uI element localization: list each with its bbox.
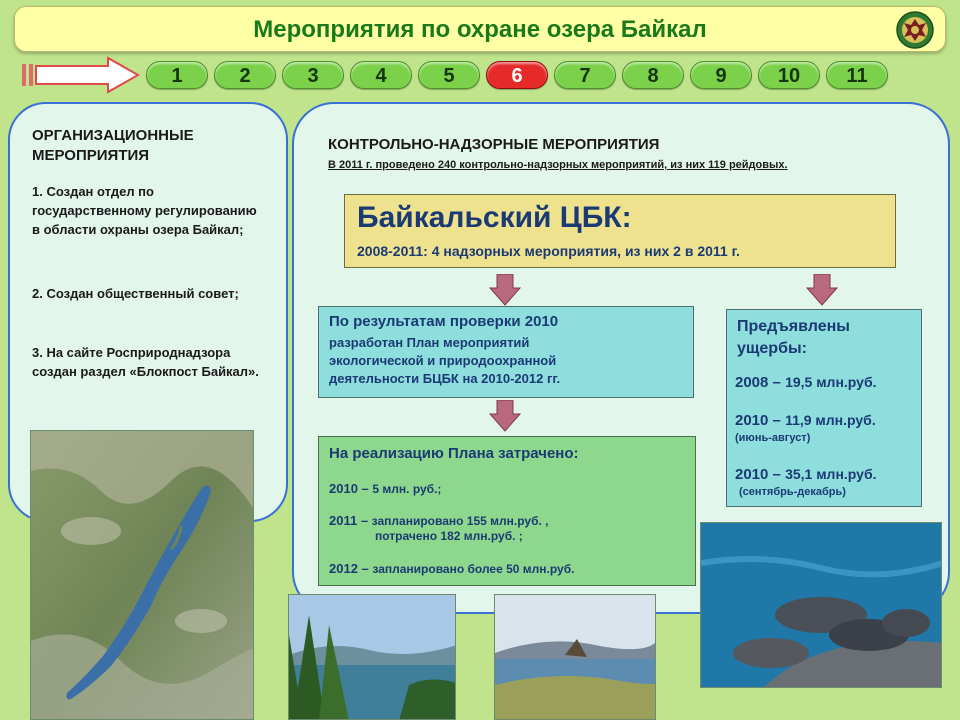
damage-row-2-year: 2010 –	[735, 412, 781, 429]
spending-title: На реализацию Плана затрачено:	[329, 445, 579, 462]
nav-button-6[interactable]: 6	[486, 61, 548, 89]
damage-row-1	[735, 374, 877, 391]
eagle-emblem-icon	[895, 10, 935, 50]
damage-row-1-year: 2008 –	[735, 374, 781, 391]
title-bar	[14, 6, 946, 52]
damage-title-2: ущербы:	[737, 340, 807, 357]
damage-row-2	[735, 412, 876, 429]
spending-2010	[329, 481, 441, 496]
factory-subtitle: 2008-2011: 4 надзорных мероприятия, из них 2 в 2011 г.	[357, 243, 740, 259]
damage-title-1: Предъявлены	[737, 318, 850, 335]
damage-row-2-note: (июнь-август)	[735, 432, 811, 444]
nav-button-8[interactable]: 8	[622, 61, 684, 89]
nav-button-5[interactable]: 5	[418, 61, 480, 89]
plan-box	[318, 306, 694, 398]
damage-row-3-year: 2010 –	[735, 466, 781, 483]
plan-line-3: экологической и природоохранной	[329, 353, 557, 368]
spending-2012-text: запланировано более 50 млн.руб.	[372, 562, 575, 576]
baikal-seals-photo	[700, 522, 942, 688]
nav-button-2[interactable]: 2	[214, 61, 276, 89]
spending-2010-year: 2010 –	[329, 481, 369, 496]
damage-row-1-value: 19,5 млн.руб.	[785, 374, 877, 390]
baikal-satellite-photo	[30, 430, 254, 720]
spending-2011-year: 2011 –	[329, 513, 369, 528]
nav-button-7[interactable]: 7	[554, 61, 616, 89]
control-subheading: В 2011 г. проведено 240 контрольно-надзорных мероприятий, из них 119 рейдовых.	[328, 159, 788, 171]
damage-row-3-note: (сентябрь-декабрь)	[739, 486, 846, 498]
damage-row-2-value: 11,9 млн.руб.	[785, 412, 876, 428]
nav-button-10[interactable]: 10	[758, 61, 820, 89]
plan-line-1: По результатам проверки 2010	[329, 313, 559, 330]
factory-title: Байкальский ЦБК:	[357, 201, 632, 234]
organizational-heading: ОРГАНИЗАЦИОННЫЕ МЕРОПРИЯТИЯ	[32, 127, 194, 164]
damage-row-3	[735, 466, 877, 483]
plan-line-4: деятельности БЦБК на 2010-2012 гг.	[329, 371, 561, 386]
spending-2012	[329, 561, 574, 576]
factory-box	[344, 194, 896, 268]
spending-2012-year: 2012 –	[329, 561, 369, 576]
control-heading: КОНТРОЛЬНО-НАДЗОРНЫЕ МЕРОПРИЯТИЯ	[328, 136, 660, 153]
nav-button-1[interactable]: 1	[146, 61, 208, 89]
left-item-2: 2. Создан общественный совет;	[32, 286, 239, 301]
spending-2011-text-2: потрачено 182 млн.руб. ;	[375, 529, 523, 543]
spending-2011	[329, 513, 548, 528]
spending-2010-text: 5 млн. руб.;	[372, 482, 442, 496]
left-item-1: 1. Создан отдел по государственному регулированию в области охраны озера Байкал;	[32, 184, 257, 237]
nav-button-4[interactable]: 4	[350, 61, 412, 89]
right-arrow-icon[interactable]	[22, 56, 142, 94]
down-arrow-icon	[806, 274, 838, 306]
down-arrow-icon	[489, 274, 521, 306]
nav-button-9[interactable]: 9	[690, 61, 752, 89]
plan-line-2: разработан План мероприятий	[329, 335, 530, 350]
nav-button-3[interactable]: 3	[282, 61, 344, 89]
nav-button-11[interactable]: 11	[826, 61, 888, 89]
forest-lake-photo	[288, 594, 456, 720]
down-arrow-icon	[489, 400, 521, 432]
damage-box	[726, 309, 922, 507]
spending-2011-text: запланировано 155 млн.руб. ,	[371, 514, 549, 528]
left-item-3: 3. На сайте Росприроднадзора создан раздел «Блокпост Байкал».	[32, 345, 259, 379]
baikal-shore-photo	[494, 594, 656, 720]
spending-box	[318, 436, 696, 586]
damage-row-3-value: 35,1 млн.руб.	[785, 466, 877, 482]
page-title: Мероприятия по охране озера Байкал	[253, 16, 707, 43]
